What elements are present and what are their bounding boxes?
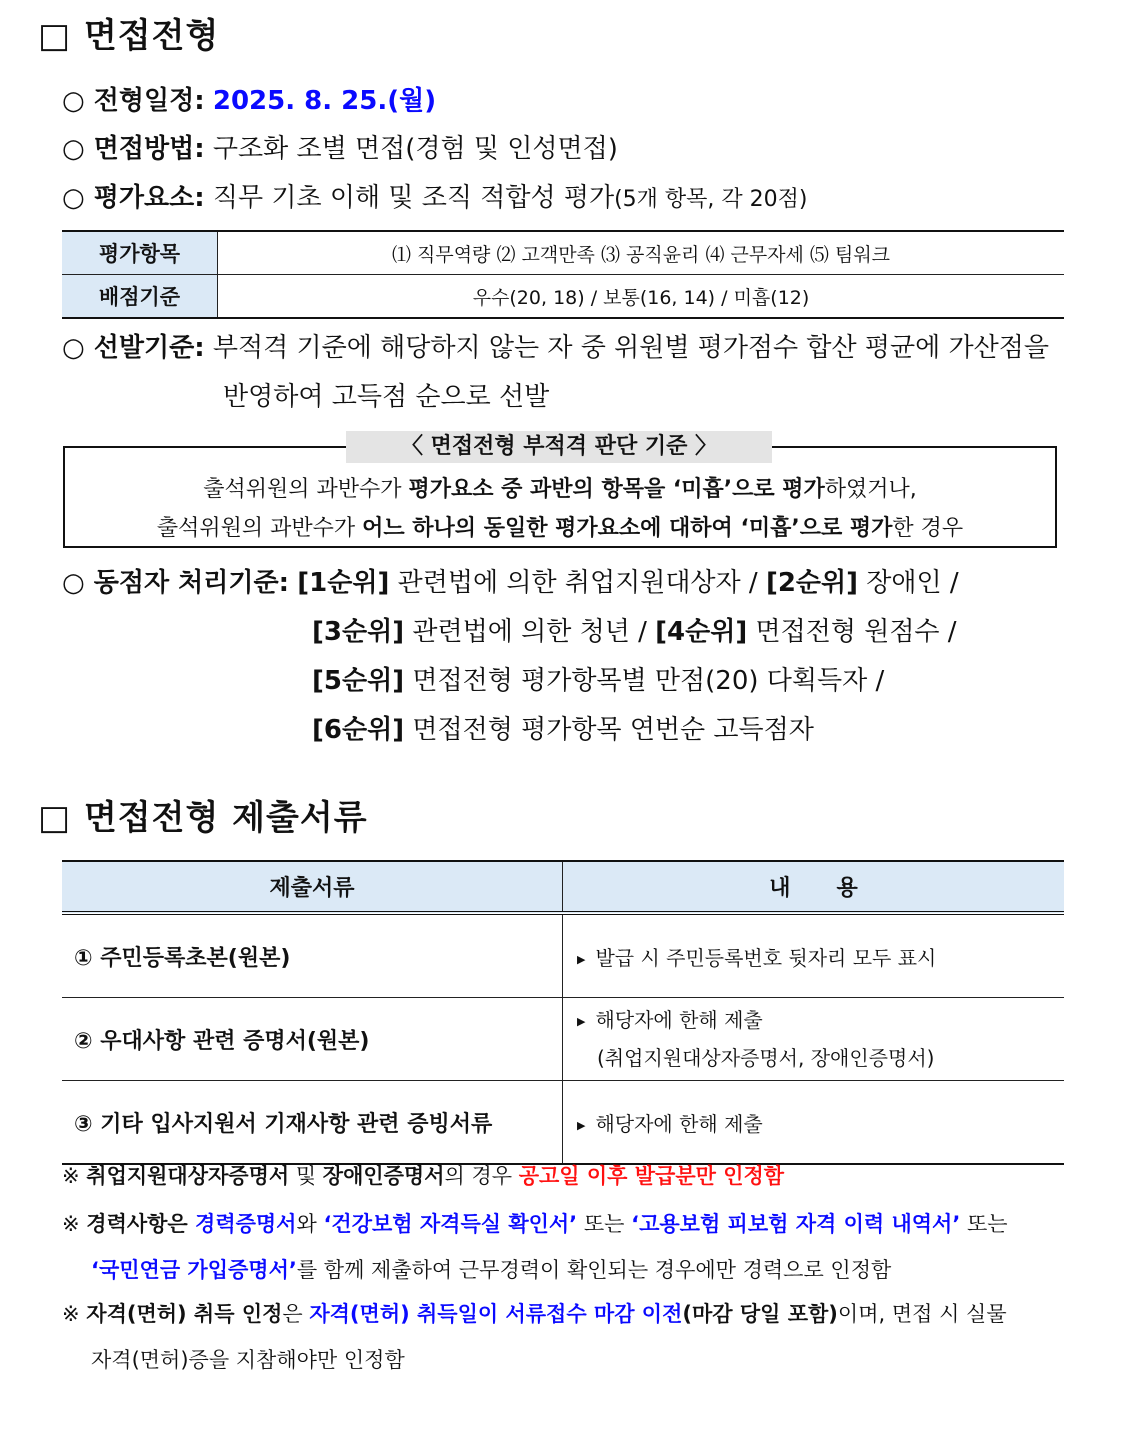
text-span-bold: 장애인증명서 xyxy=(322,1164,445,1188)
doc-name-cell: ② 우대사항 관련 증명서(원본) xyxy=(62,998,563,1081)
table-cell: ⑴ 직무역량 ⑵ 고객만족 ⑶ 공직윤리 ⑷ 근무자세 ⑸ 팀워크 xyxy=(218,231,1065,275)
method-row xyxy=(62,128,618,165)
tie-rank: [6순위] xyxy=(312,715,405,745)
documents-table xyxy=(62,860,1064,1165)
tie-text: 관련법에 의한 취업지원대상자 / xyxy=(389,568,766,598)
table-header-cell: 평가항목 xyxy=(62,231,218,275)
note-2-line1 xyxy=(62,1208,1008,1238)
table-header-cell: 내 용 xyxy=(563,861,1065,913)
text-span: 하였거나, xyxy=(824,477,917,502)
table-header-row xyxy=(62,861,1064,913)
eval-label: ○ 평가요소: xyxy=(62,183,205,213)
fail-criteria-line2 xyxy=(63,511,1057,542)
text-span: 및 xyxy=(289,1164,323,1188)
text-span: 와 xyxy=(296,1212,324,1236)
note-3-line1 xyxy=(62,1298,1007,1328)
method-label: ○ 면접방법: xyxy=(62,134,205,164)
triangle-bullet-icon: ▶ xyxy=(577,1118,586,1132)
text-span-bold: 경력사항은 xyxy=(86,1212,196,1236)
eval-criteria-table xyxy=(62,230,1064,319)
content-text: 해당자에 한해 제출 xyxy=(595,1008,763,1032)
table-header-cell: 배점기준 xyxy=(62,275,218,319)
tie-rank: [2순위] xyxy=(765,568,859,598)
text-span-blue: 자격(면허) 취득일이 서류접수 마감 이전 xyxy=(309,1302,683,1326)
eval-tail: (5개 항목, 각 20점) xyxy=(614,187,808,212)
triangle-bullet-icon: ▶ xyxy=(577,952,586,966)
content-text: 해당자에 한해 제출 xyxy=(595,1111,763,1136)
tie-text: 장애인 / xyxy=(858,568,959,598)
table-row xyxy=(62,998,1064,1081)
tie-row2 xyxy=(312,611,957,648)
doc-content-cell xyxy=(563,913,1065,998)
selection-line2: 반영하여 고득점 순으로 선발 xyxy=(223,382,550,412)
table-cell: 우수(20, 18) / 보통(16, 14) / 미흡(12) xyxy=(218,275,1065,319)
tie-text: 관련법에 의한 청년 / xyxy=(404,617,656,647)
method-value: 구조화 조별 면접(경험 및 인성면접) xyxy=(212,134,618,164)
tie-text: 면접전형 평가항목 연번순 고득점자 xyxy=(404,715,814,745)
fail-criteria-line1 xyxy=(63,472,1057,503)
text-span: 출석위원의 과반수가 xyxy=(203,477,409,502)
text-span-blue: ‘국민연금 가입증명서’ xyxy=(91,1258,297,1282)
text-span-bold: 자격(면허) 취득 인정 xyxy=(86,1302,283,1326)
doc-name-cell: ① 주민등록초본(원본) xyxy=(62,913,563,998)
tie-label: ○ 동점자 처리기준: xyxy=(62,568,289,598)
doc-content-cell xyxy=(563,1081,1065,1165)
text-span-bold: 어느 하나의 동일한 평가요소에 대하여 ‘미흡’으로 평가 xyxy=(362,516,893,541)
text-span-blue: ‘건강보험 자격득실 확인서’ xyxy=(323,1212,578,1236)
selection-row xyxy=(62,327,1049,364)
note-mark: ※ xyxy=(62,1212,87,1236)
selection-label: ○ 선발기준: xyxy=(62,333,205,363)
tie-text: 면접전형 평가항목별 만점(20) 다획득자 / xyxy=(404,666,885,696)
text-span-blue: ‘고용보험 피보험 자격 이력 내역서’ xyxy=(631,1212,961,1236)
content-text: (취업지원대상자증명서, 장애인증명서) xyxy=(597,1046,935,1070)
tie-row4 xyxy=(312,709,814,746)
section2-heading: □ 면접전형 제출서류 xyxy=(38,798,368,838)
content-text: 발급 시 주민등록번호 뒷자리 모두 표시 xyxy=(595,945,937,970)
fail-criteria-title: 〈 면접전형 부적격 판단 기준 〉 xyxy=(346,431,772,463)
text-span-bold: (마감 당일 포함) xyxy=(682,1302,838,1326)
text-span: 의 경우 xyxy=(444,1164,519,1188)
schedule-row xyxy=(62,80,436,117)
text-span-bold: 취업지원대상자증명서 xyxy=(86,1164,290,1188)
note-3-line2: 자격(면허)증을 지참해야만 인정함 xyxy=(91,1348,405,1372)
note-2-line2 xyxy=(91,1254,891,1284)
selection-line1: 부적격 기준에 해당하지 않는 자 중 위원별 평가점수 합산 평균에 가산점을 xyxy=(212,333,1050,363)
note-mark: ※ xyxy=(62,1164,87,1188)
section1-heading: □ 면접전형 xyxy=(38,16,220,56)
tie-rank: [5순위] xyxy=(312,666,405,696)
text-span-red: 공고일 이후 발급분만 인정함 xyxy=(518,1164,785,1188)
table-header-cell: 제출서류 xyxy=(62,861,563,913)
text-span-bold: 평가요소 중 과반의 항목을 ‘미흡’으로 평가 xyxy=(408,477,825,502)
tie-rank: [4순위] xyxy=(655,617,748,647)
tie-rank: [1순위] xyxy=(297,568,390,598)
table-row xyxy=(62,231,1064,275)
tie-row1 xyxy=(62,562,959,599)
text-span: 출석위원의 과반수가 xyxy=(156,516,363,541)
schedule-label: ○ 전형일정: xyxy=(62,86,205,116)
eval-value: 직무 기초 이해 및 조직 적합성 평가 xyxy=(212,183,615,213)
doc-name-cell: ③ 기타 입사지원서 기재사항 관련 증빙서류 xyxy=(62,1081,563,1165)
tie-row3 xyxy=(312,660,884,697)
table-row xyxy=(62,1081,1064,1165)
eval-row xyxy=(62,177,807,214)
tie-text: 면접전형 원점수 / xyxy=(747,617,957,647)
doc-content-cell xyxy=(563,998,1065,1081)
schedule-value: 2025. 8. 25.(월) xyxy=(212,86,437,116)
table-row xyxy=(62,913,1064,998)
text-span: 한 경우 xyxy=(892,516,964,541)
text-span: 또는 xyxy=(960,1212,1008,1236)
tie-rank: [3순위] xyxy=(312,617,405,647)
text-span: 이며, 면접 시 실물 xyxy=(837,1302,1007,1326)
table-row xyxy=(62,275,1064,319)
text-span: 를 함께 제출하여 근무경력이 확인되는 경우에만 경력으로 인정함 xyxy=(296,1258,892,1282)
text-span-blue: 경력증명서 xyxy=(195,1212,297,1236)
note-1 xyxy=(62,1160,784,1190)
text-span: 은 xyxy=(282,1302,310,1326)
text-span: 또는 xyxy=(577,1212,632,1236)
note-mark: ※ xyxy=(62,1302,87,1326)
triangle-bullet-icon: ▶ xyxy=(577,1015,586,1028)
